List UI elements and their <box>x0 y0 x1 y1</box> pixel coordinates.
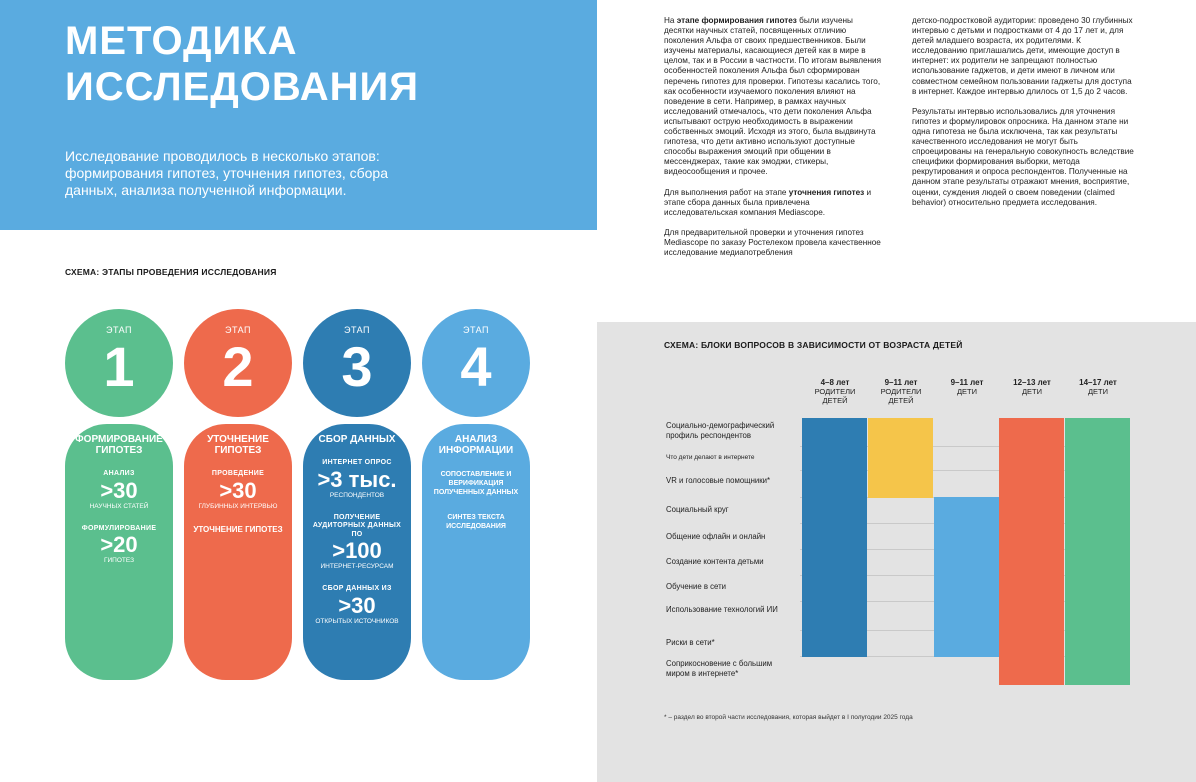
stage-2-circle <box>184 309 292 417</box>
stage-item-pre: АНАЛИЗ <box>103 470 135 477</box>
page-title-line-1: МЕТОДИКА <box>65 19 298 63</box>
stage-3-circle <box>303 309 411 417</box>
row-label: Соприкосновение с большим миром в интернете* <box>666 659 773 678</box>
stage-title: АНАЛИЗ ИНФОРМАЦИИ <box>438 434 514 456</box>
block-12-13-children <box>999 418 1064 685</box>
paragraph-text: и этапе сбора данных была привлечена исследовательская компания Mediascope. <box>664 187 872 217</box>
stage-title: ФОРМИРОВАНИЕ ГИПОТЕЗ <box>75 434 163 456</box>
stage-item-sub: НАУЧНЫХ СТАТЕЙ <box>89 502 149 510</box>
column-header <box>999 378 1065 396</box>
stage-step: СОПОСТАВЛЕНИЕ И ВЕРИФИКАЦИЯ ПОЛУЧЕННЫХ ДАННЫХ <box>433 471 519 496</box>
stage-item-sub: ОТКРЫТЫХ ИСТОЧНИКОВ <box>315 617 399 625</box>
stage-item-pre: ФОРМУЛИРОВАНИЕ <box>81 524 157 532</box>
paragraph-bold: уточнения гипотез <box>788 187 865 197</box>
block-4-8-parents <box>802 418 867 657</box>
stage-item-big: >30 <box>100 477 138 503</box>
block-9-11-children <box>934 497 999 657</box>
stage-item-big: >30 <box>219 477 257 503</box>
column-header <box>868 378 934 405</box>
stage-label: ЭТАП <box>224 325 252 335</box>
stage-number: 4 <box>460 335 492 398</box>
stage-item-big: >20 <box>100 532 138 557</box>
stage-item-pre: ПОЛУЧЕНИЕ АУДИТОРНЫХ ДАННЫХ ПО <box>312 513 402 538</box>
paragraph: Для предварительной проверки и уточнения гипотез Mediascope по заказу Ростелеком провела качественное исследование медиапотребления <box>664 227 881 257</box>
stage-label: ЭТАП <box>343 325 371 335</box>
paragraph-text: были изучены десятки научных статей, посвященных отличию поколения Альфа от своих предшественников. Были изучены материалы, касающиеся детей как в мире в целом, так и в России в частности. По итогам выявления особенностей поколения Альфа был сформирован перечень гипотез для проверки. Гипотезы касались того, как особенности изучаемого поколения влияют на поведение в сети. Например, в рамках научных исследований отмечалось, что дети поколения Альфа испытывают острую необходимость в выражении собственных эмоций. Исходя из этого, была выдвинута гипотеза, что дети активно используют доступные способы выражения эмоций при общении в мессенджерах, такие как эмоджи, стикеры, видеосообщения и прочее. <box>664 16 882 177</box>
column-audience: ДЕТИ <box>956 387 978 396</box>
stage-1-pill <box>65 424 173 680</box>
paragraph-text: На <box>664 16 677 25</box>
paragraph: детско-подростковой аудитории: проведено 30 глубинных интервью с детьми и подростками от 4 до 17 лет и, для детей младшего возраста, их родителями. К исследованию приглашались дети, имеющие доступ в интернет: их родители не запрещают полностью использование гаджетов, и дети имеют в личном или совместном семейном пользовании гаджеты для доступа в интернет. Каждое интервью длилось от 1,5 до 2 часов. <box>912 16 1133 96</box>
text-column-2 <box>912 16 1136 218</box>
stage-4-pill <box>422 424 530 680</box>
paragraph <box>664 188 882 218</box>
stage-1-circle <box>65 309 173 417</box>
stage-item-sub: ГИПОТЕЗ <box>103 557 134 564</box>
column-audience: ДЕТИ <box>1087 387 1109 396</box>
paragraph-text: Для выполнения работ на этапе <box>664 187 789 197</box>
column-age: 4–8 лет <box>820 378 850 387</box>
row-label: Обучение в сети <box>666 582 727 591</box>
stage-label: ЭТАП <box>462 325 490 335</box>
stage-step: УТОЧНЕНИЕ ГИПОТЕЗ <box>193 524 283 534</box>
stages-scheme-label: СХЕМА: ЭТАПЫ ПРОВЕДЕНИЯ ИССЛЕДОВАНИЯ <box>65 267 277 277</box>
column-header <box>934 378 1000 396</box>
row-label: Социальный круг <box>666 505 729 514</box>
column-audience: РОДИТЕЛИ ДЕТЕЙ <box>814 387 856 405</box>
column-age: 14–17 лет <box>1079 378 1117 387</box>
stage-item-sub: ГЛУБИННЫХ ИНТЕРВЬЮ <box>198 502 278 510</box>
stage-2-pill <box>184 424 292 680</box>
footnote: * – раздел во второй части исследования, которая выйдет в I полугодии 2025 года <box>664 714 913 721</box>
page-title-line-2: ИССЛЕДОВАНИЯ <box>65 65 420 109</box>
page-title <box>65 18 419 110</box>
intro-text: Исследование проводилось в несколько этапов: формирования гипотез, уточнения гипотез, сбора данных, анализа полученной информации. <box>65 148 388 198</box>
stage-item-big: >100 <box>332 538 382 563</box>
stage-4-circle <box>422 309 530 417</box>
text-column-1 <box>664 16 882 268</box>
row-label: Что дети делают в интернете <box>666 454 755 461</box>
stage-item-sub: ИНТЕРНЕТ-РЕСУРСАМ <box>320 563 394 570</box>
column-audience: ДЕТИ <box>1021 387 1043 396</box>
column-audience: РОДИТЕЛИ ДЕТЕЙ <box>880 387 922 405</box>
stage-title: СБОР ДАННЫХ <box>318 434 396 445</box>
stage-3-pill <box>303 424 411 680</box>
column-age: 9–11 лет <box>950 378 984 387</box>
block-14-17-children <box>1065 418 1130 685</box>
stage-item-pre: ИНТЕРНЕТ ОПРОС <box>322 459 392 466</box>
stage-step: СИНТЕЗ ТЕКСТА ИССЛЕДОВАНИЯ <box>446 514 506 530</box>
paragraph-bold: этапе формирования гипотез <box>676 16 797 25</box>
stage-item-big: >3 тыс. <box>317 466 397 492</box>
paragraph: Результаты интервью использовались для уточнения гипотез и формулировок опросника. На данном этапе ни одна гипотеза не была исключена, так как результаты качественного исследования не могут быть спроецированы на генеральную совокупность вследствие специфики формирования выборки, метода рекрутирования и опроса респондентов. Полученные на данном этапе результаты отражают мнения, восприятие, оценки, суждения людей о своем поведении (claimed behavior) относительно предмета исследования. <box>912 106 1134 207</box>
stage-item-pre: СБОР ДАННЫХ ИЗ <box>322 585 392 592</box>
stage-label: ЭТАП <box>105 325 133 335</box>
paragraph <box>664 16 882 178</box>
row-label: VR и голосовые помощники* <box>666 476 771 485</box>
stage-number: 2 <box>222 335 254 398</box>
stage-item-sub: РЕСПОНДЕНТОВ <box>329 491 385 499</box>
stage-item-pre: ПРОВЕДЕНИЕ <box>211 470 265 477</box>
block-9-11-parents <box>868 418 933 498</box>
row-label: Общение офлайн и онлайн <box>666 532 766 541</box>
column-age: 9–11 лет <box>884 378 918 387</box>
column-header <box>1065 378 1131 396</box>
stage-number: 1 <box>103 335 135 398</box>
column-age: 12–13 лет <box>1013 378 1051 387</box>
blocks-scheme-label: СХЕМА: БЛОКИ ВОПРОСОВ В ЗАВИСИМОСТИ ОТ ВОЗРАСТА ДЕТЕЙ <box>664 340 963 350</box>
column-header <box>802 378 868 405</box>
row-label: Риски в сети* <box>666 638 715 647</box>
stage-title: УТОЧНЕНИЕ ГИПОТЕЗ <box>207 434 269 456</box>
stage-item-big: >30 <box>338 592 376 618</box>
stage-number: 3 <box>341 335 373 398</box>
row-label: Создание контента детьми <box>666 557 764 566</box>
row-label: Социально-демографический профиль респондентов <box>666 421 775 440</box>
row-label: Использование технологий ИИ <box>666 605 778 614</box>
